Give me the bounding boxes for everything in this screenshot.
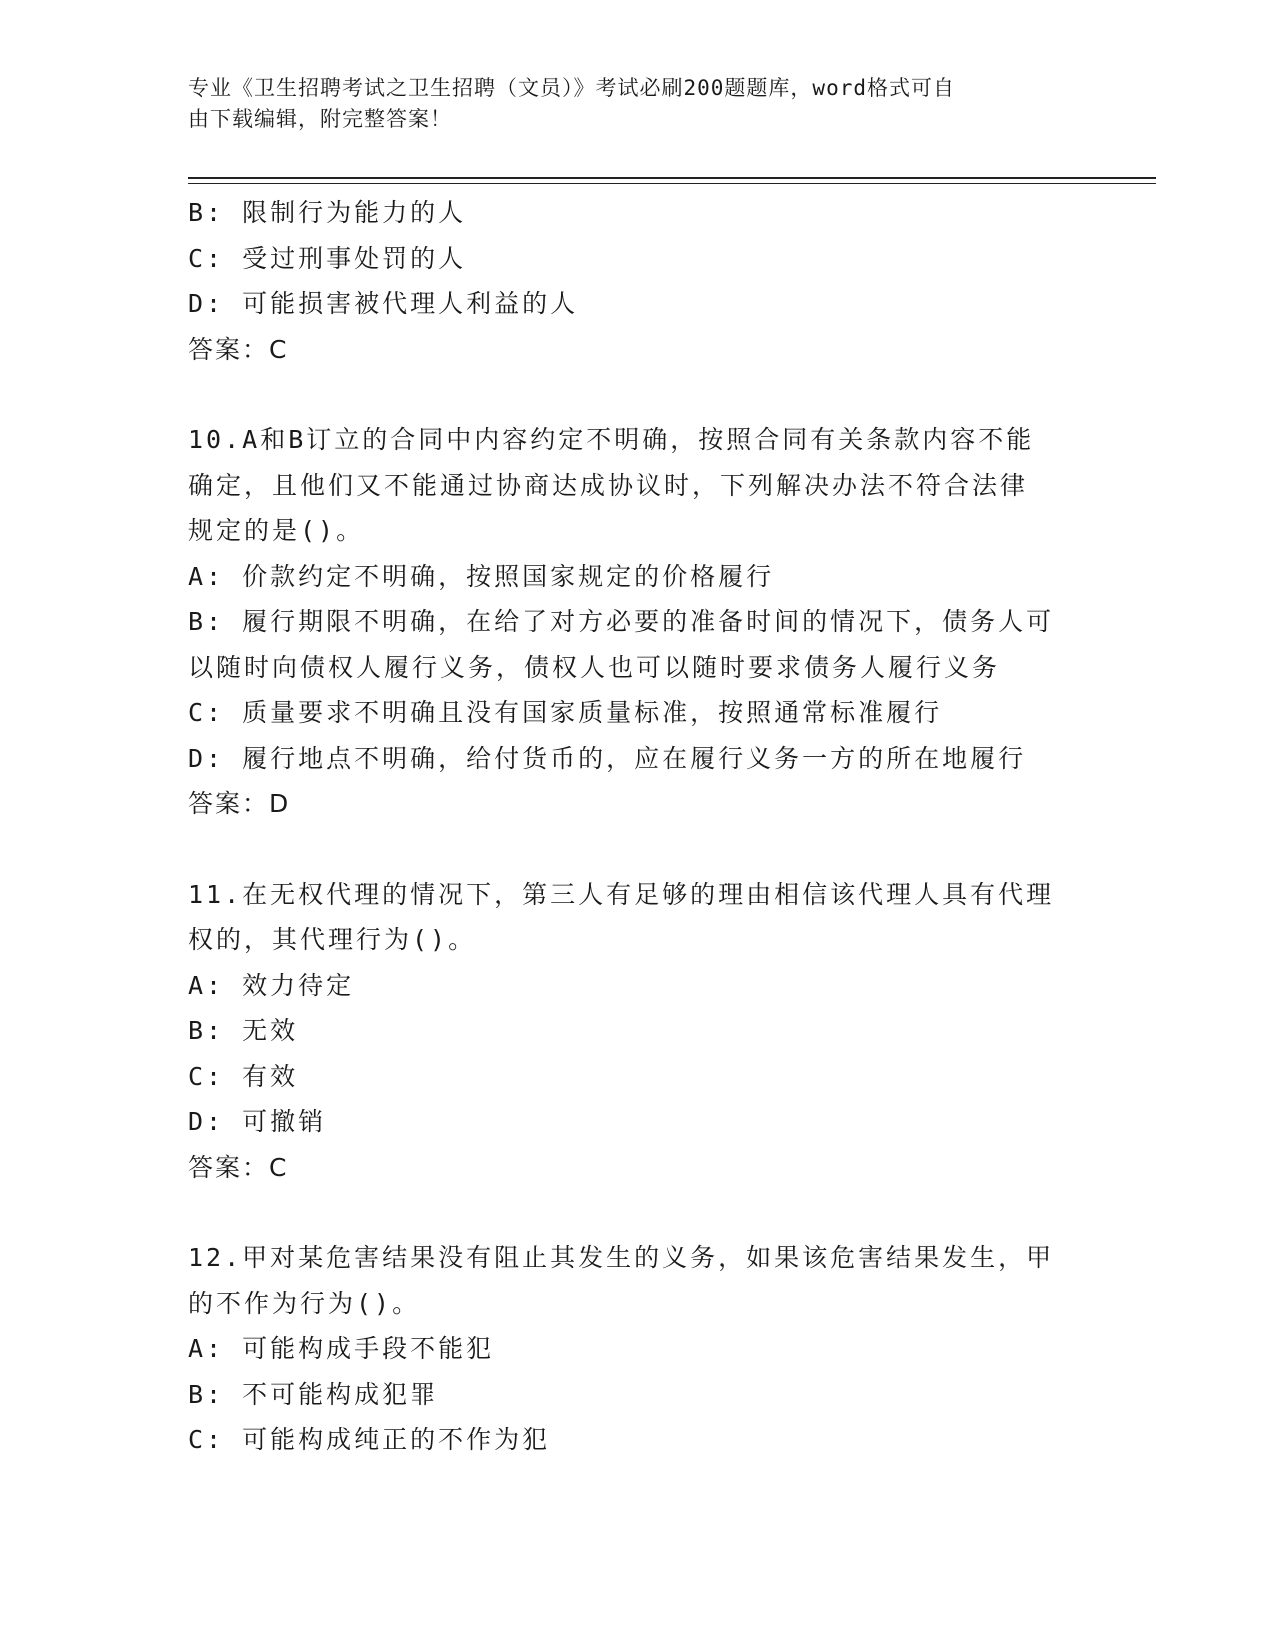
question-stem-line: 确定，且他们又不能通过协商达成协议时，下列解决办法不符合法律 (188, 470, 1029, 500)
option-b: B: 履行期限不明确，在给了对方必要的准备时间的情况下，债务人可 (188, 607, 1055, 636)
option-c: C: 质量要求不明确且没有国家质量标准，按照通常标准履行 (188, 698, 943, 727)
header-line-2: 由下载编辑，附完整答案！ (188, 107, 452, 131)
header-line-1: 专业《卫生招聘考试之卫生招聘（文员）》考试必刷200题题库，word格式可自 (188, 76, 955, 100)
question-stem-line: 10.A和B订立的合同中内容约定不明确，按照合同有关条款内容不能 (188, 425, 1035, 454)
option-b-continued: 以随时向债权人履行义务，债权人也可以随时要求债务人履行义务 (188, 652, 1001, 682)
question-stem-line: 权的，其代理行为()。 (188, 925, 477, 954)
option-c: C: 受过刑事处罚的人 (188, 243, 467, 273)
question-stem-line: 的不作为行为()。 (188, 1288, 421, 1318)
option-c: C: 可能构成纯正的不作为犯 (188, 1425, 551, 1454)
question-10 (188, 417, 1088, 827)
option-b: B: 不可能构成犯罪 (188, 1379, 439, 1409)
answer-line: 答案：C (188, 1152, 289, 1182)
option-a: A: 效力待定 (188, 970, 355, 1000)
option-a: A: 可能构成手段不能犯 (188, 1334, 495, 1363)
header-rule-thick (188, 177, 1156, 179)
option-b: B: 限制行为能力的人 (188, 198, 467, 227)
question-stem-line: 12.甲对某危害结果没有阻止其发生的义务，如果该危害结果发生，甲 (188, 1243, 1055, 1272)
question-stem-line: 11.在无权代理的情况下，第三人有足够的理由相信该代理人具有代理 (188, 879, 1055, 909)
option-a: A: 价款约定不明确，按照国家规定的价格履行 (188, 561, 775, 591)
question-list (188, 190, 1088, 1463)
spacer (188, 1190, 1088, 1235)
option-d: D: 可撤销 (188, 1107, 327, 1136)
answer-line: 答案：C (188, 334, 289, 364)
header-rule-thin (188, 183, 1156, 184)
question-9-partial (188, 190, 1088, 372)
option-b: B: 无效 (188, 1016, 299, 1045)
option-d: D: 可能损害被代理人利益的人 (188, 289, 579, 318)
answer-line: 答案：D (188, 789, 291, 818)
spacer (188, 372, 1088, 417)
question-12 (188, 1235, 1088, 1463)
document-header (188, 73, 1068, 135)
option-d: D: 履行地点不明确，给付货币的，应在履行义务一方的所在地履行 (188, 743, 1027, 773)
option-c: C: 有效 (188, 1061, 299, 1091)
question-11 (188, 872, 1088, 1191)
spacer (188, 827, 1088, 872)
question-stem-line: 规定的是()。 (188, 516, 365, 545)
